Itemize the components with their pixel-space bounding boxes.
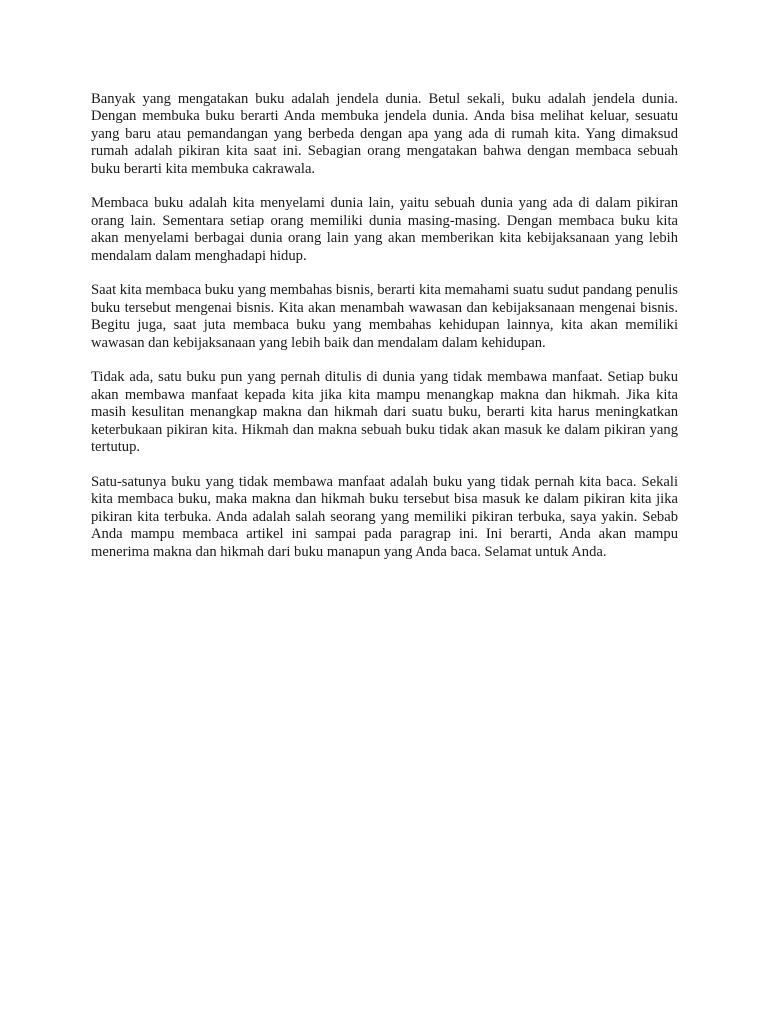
paragraph-5: Satu-satunya buku yang tidak membawa manfaat adalah buku yang tidak pernah kita baca. Sekali kita membaca buku, maka makna dan hikmah buku tersebut bisa masuk ke dalam pikiran kita jika pikiran kita terbuka. Anda adalah salah seorang yang memiliki pikiran terbuka, saya yakin. Sebab Anda mampu membaca artikel ini sampai pada paragrap ini. Ini berarti, Anda akan mampu menerima makna dan hikmah dari buku manapun yang Anda baca. Selamat untuk Anda.	[91, 473, 678, 560]
paragraph-2: Membaca buku adalah kita menyelami dunia lain, yaitu sebuah dunia yang ada di dalam pikiran orang lain. Sementara setiap orang memiliki dunia masing-masing. Dengan membaca buku kita akan menyelami berbagai dunia orang lain yang akan memberikan kita kebijaksanaan yang lebih mendalam dalam menghadapi hidup.	[91, 195, 678, 264]
paragraph-3: Saat kita membaca buku yang membahas bisnis, berarti kita memahami suatu sudut pandang penulis buku tersebut mengenai bisnis. Kita akan menambah wawasan dan kebijaksanaan mengenai bisnis. Begitu juga, saat juta membaca buku yang membahas kehidupan lainnya, kita akan memiliki wawasan dan kebijaksanaan yang lebih baik dan mendalam dalam kehidupan.	[91, 282, 678, 351]
paragraph-4: Tidak ada, satu buku pun yang pernah ditulis di dunia yang tidak membawa manfaat. Setiap buku akan membawa manfaat kepada kita jika kita mampu menangkap makna dan hikmah. Jika kita masih kesulitan menangkap makna dan hikmah dari suatu buku, berarti kita harus meningkatkan keterbukaan pikiran kita. Hikmah dan makna sebuah buku tidak akan masuk ke dalam pikiran yang tertutup.	[91, 369, 678, 456]
document-body	[91, 91, 678, 578]
paragraph-1: Banyak yang mengatakan buku adalah jendela dunia. Betul sekali, buku adalah jendela dunia. Dengan membuka buku berarti Anda membuka jendela dunia. Anda bisa melihat keluar, sesuatu yang baru atau pemandangan yang berbeda dengan apa yang ada di rumah kita. Yang dimaksud rumah adalah pikiran kita saat ini. Sebagian orang mengatakan bahwa dengan membaca sebuah buku berarti kita membuka cakrawala.	[91, 91, 678, 177]
